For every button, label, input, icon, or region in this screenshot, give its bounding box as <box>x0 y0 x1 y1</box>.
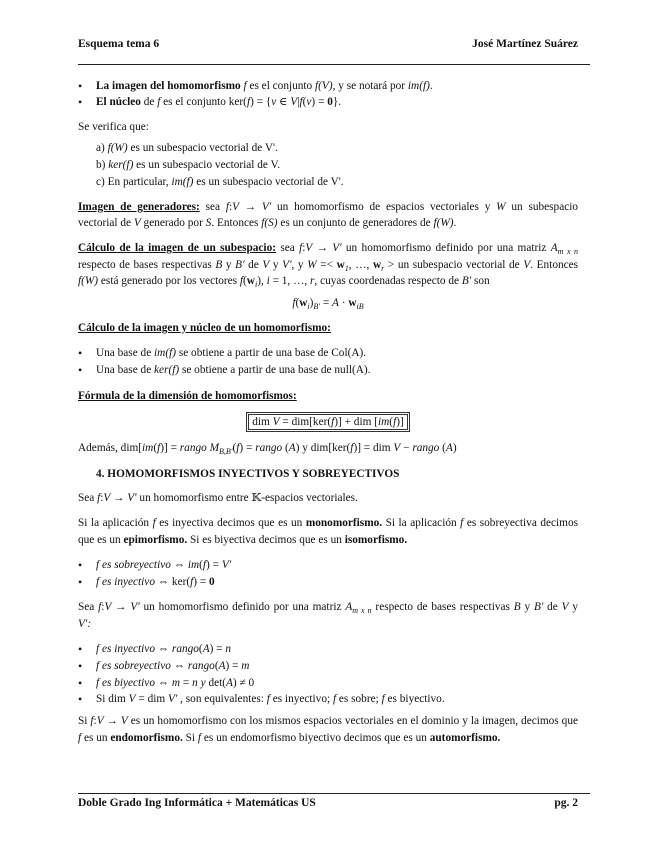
text-run: rango M <box>179 442 220 454</box>
text-run: = <box>320 297 333 309</box>
text-run: f <box>350 442 354 454</box>
text-run: a) <box>96 142 108 154</box>
text-run: V <box>393 442 401 454</box>
text-run: A <box>202 643 210 655</box>
text-run: ), <box>257 275 267 287</box>
paragraph <box>78 273 578 293</box>
text-run: im(f) <box>171 176 194 188</box>
text-run: | <box>297 96 300 108</box>
text-run: El núcleo <box>96 96 144 108</box>
text-run: ) = <box>225 660 242 672</box>
text-run: B' <box>235 259 245 271</box>
list-item <box>96 574 596 590</box>
text-run: un homomorfismo de espacios vectoriales y <box>271 201 497 213</box>
text-run: 0 <box>327 96 333 108</box>
text-run: Una base de <box>96 347 155 359</box>
text-run: sea <box>276 242 300 254</box>
text-run: f es inyectivo <box>96 643 155 655</box>
text-run: dim <box>252 416 273 428</box>
text-run: de <box>143 96 158 108</box>
text-run: = dim <box>135 693 168 705</box>
text-run: f es biyectivo <box>96 677 155 689</box>
text-run: La imagen del homomorfismo <box>96 80 244 92</box>
text-run: de <box>543 601 562 613</box>
text-run: B' <box>533 601 544 613</box>
text-run: ⇔ <box>154 677 172 689</box>
text-run: f es inyectivo <box>96 576 155 588</box>
text-run: y <box>520 601 534 613</box>
paragraph <box>78 616 578 632</box>
list-item <box>96 362 596 378</box>
text-run: V <box>128 693 136 705</box>
text-run: m <box>241 660 250 672</box>
text-run: m x n <box>352 606 372 615</box>
text-run: : <box>100 492 104 504</box>
text-run: f <box>266 693 270 705</box>
text-run: es un conjunto de generadores de <box>277 217 434 229</box>
text-run: A <box>550 242 558 254</box>
list-item <box>96 157 596 173</box>
text-run: f <box>331 416 335 428</box>
text-run: ker(f) <box>108 159 134 171</box>
text-run: → <box>239 201 262 213</box>
text-run: im <box>187 559 200 571</box>
text-run: : <box>228 201 233 213</box>
text-run: es biyectivo. <box>384 693 445 705</box>
text-run: V <box>133 217 141 229</box>
text-run: ⇔ <box>154 643 172 655</box>
paragraph <box>78 532 578 548</box>
text-run: f <box>97 492 101 504</box>
text-run: = dim[ker( <box>279 416 332 428</box>
text-run: ( <box>389 416 394 428</box>
text-run: Si dim <box>96 693 129 705</box>
text-run: w <box>372 259 382 271</box>
text-run: ) y dim[ker( <box>295 442 351 454</box>
text-run: f <box>78 732 82 744</box>
boxed-equation <box>246 412 409 432</box>
text-run: im <box>377 416 390 428</box>
text-run: f <box>157 442 161 454</box>
text-run: es un endomorfismo biyectivo decimos que es un <box>201 732 430 744</box>
text-run: Cálculo de la imagen de un subespacio: <box>78 242 276 254</box>
list-item <box>96 140 596 156</box>
text-run: es sobreyectiva decimos <box>463 517 579 529</box>
text-run: f <box>98 601 102 613</box>
text-run: f es sobreyectivo <box>96 660 171 672</box>
text-run: 4. HOMOMORFISMOS INYECTIVOS Y SOBREYECTIVOS <box>96 468 400 480</box>
text-run: det( <box>205 677 227 689</box>
text-run: ) ≠ 0 <box>232 677 255 689</box>
text-run: V <box>96 715 104 727</box>
text-run: es inyectiva decimos que es un <box>155 517 306 529</box>
text-run: B,B' <box>219 447 233 456</box>
text-run: B' <box>461 275 472 287</box>
text-run: f <box>190 576 194 588</box>
text-run: ) = <box>311 96 328 108</box>
text-run: im <box>142 442 154 454</box>
text-run: rango <box>255 442 283 454</box>
text-run: respecto de bases respectivas <box>371 601 514 613</box>
text-run: ) = { <box>250 96 272 108</box>
text-run: Fórmula de la dimensión de homomorfismos: <box>78 390 297 402</box>
text-run: se obtiene a partir de una base de Col(A). <box>176 347 367 359</box>
text-run: un subespacio <box>505 201 579 213</box>
text-run: 1 <box>344 264 349 273</box>
text-run: Cálculo de la imagen y núcleo de un homomorfismo: <box>78 322 331 334</box>
text-run: es inyectivo; <box>269 693 333 705</box>
text-run: . Entonces <box>211 217 262 229</box>
text-run: Si <box>78 715 91 727</box>
text-run: respecto de bases respectivas <box>78 259 216 271</box>
paragraph <box>78 119 578 135</box>
text-run: es un subespacio vectorial de V'. <box>127 142 278 154</box>
text-run: A <box>218 660 226 672</box>
list-item <box>96 691 596 707</box>
text-run: , …, <box>348 259 373 271</box>
text-run: : <box>302 242 306 254</box>
text-run: . <box>453 217 457 229</box>
text-run: c) En particular, <box>96 176 172 188</box>
text-run: ( <box>282 442 289 454</box>
text-run: ( <box>439 442 446 454</box>
text-run: → <box>103 715 121 727</box>
text-run: ) <box>309 297 314 309</box>
text-run: Imagen de generadores: <box>78 201 200 213</box>
text-run: automorfismo. <box>429 732 501 744</box>
text-run: }. <box>332 96 342 108</box>
text-run: f <box>239 275 244 287</box>
text-run: ( <box>214 660 219 672</box>
text-run: de <box>244 259 263 271</box>
text-run: f(S) <box>261 217 278 229</box>
text-run: f <box>236 442 240 454</box>
text-run: W <box>496 201 506 213</box>
text-run: n <box>225 643 232 655</box>
text-run: : <box>101 601 105 613</box>
text-run: f <box>157 96 161 108</box>
text-run: f <box>197 732 202 744</box>
text-run: V <box>262 259 270 271</box>
text-run: V <box>104 601 112 613</box>
paragraph <box>78 199 578 215</box>
text-run: A <box>288 442 296 454</box>
text-run: → <box>110 492 128 504</box>
text-run: rango <box>187 660 215 672</box>
text-run: V <box>523 259 531 271</box>
text-run: A <box>445 442 453 454</box>
text-run: ⇔ ker( <box>154 576 191 588</box>
text-run: Sea <box>78 492 98 504</box>
text-run: monomorfismo. <box>305 517 383 529</box>
text-run: V <box>272 416 280 428</box>
text-run: Sea <box>78 601 99 613</box>
text-run: Si la aplicación <box>78 517 153 529</box>
paragraph <box>78 515 578 531</box>
text-run: . Entonces <box>530 259 579 271</box>
text-run: un homomorfismo definido por una matriz <box>139 601 346 613</box>
text-run: ( <box>232 442 237 454</box>
text-run: W <box>307 259 317 271</box>
text-run: V <box>561 601 569 613</box>
text-run: : <box>93 715 97 727</box>
text-run: = 1, …, <box>269 275 311 287</box>
text-run: , y <box>291 259 308 271</box>
text-run: V <box>103 492 111 504</box>
text-run: Una base de <box>96 364 155 376</box>
text-run: )] = dim <box>353 442 394 454</box>
text-run: ( <box>302 96 307 108</box>
paragraph <box>78 440 578 460</box>
text-run: y <box>269 259 283 271</box>
text-run: f <box>152 517 156 529</box>
list-item <box>96 557 596 573</box>
text-run: A <box>226 677 233 689</box>
text-run: es un subespacio vectorial de V'. <box>193 176 344 188</box>
text-run: n y <box>192 677 206 689</box>
text-run: rango <box>171 643 199 655</box>
text-run: son <box>471 275 490 287</box>
text-run: f <box>299 242 303 254</box>
text-run: es un subespacio vectorial de V. <box>133 159 281 171</box>
text-run: f(W) <box>433 217 454 229</box>
text-run: =< <box>316 259 337 271</box>
text-run: f <box>332 693 337 705</box>
text-run: )] + dim [ <box>334 416 378 428</box>
text-run: f <box>246 96 251 108</box>
text-run: V' <box>282 259 292 271</box>
list-item <box>96 641 596 657</box>
text-run: V' <box>167 693 178 705</box>
text-run: · <box>338 297 349 309</box>
text-run: ∈ <box>276 96 291 108</box>
text-run: ) = <box>209 643 226 655</box>
text-run: Además, dim[ <box>78 442 143 454</box>
text-run: w <box>336 259 345 271</box>
text-run: V' <box>127 492 137 504</box>
text-run: v <box>271 96 277 108</box>
text-run: f <box>243 80 247 92</box>
text-run: V <box>120 715 128 727</box>
footer-title: Doble Grado Ing Informática + Matemáticas US <box>78 797 316 809</box>
text-run: ( <box>153 442 158 454</box>
text-run: se obtiene a partir de una base de null(A). <box>179 364 371 376</box>
text-run: f <box>202 559 207 571</box>
paragraph <box>78 730 578 746</box>
text-run: − <box>400 442 413 454</box>
text-run: f <box>225 201 229 213</box>
text-run: V <box>305 242 313 254</box>
bullet-image-definition <box>96 78 596 94</box>
text-run: B <box>215 259 223 271</box>
text-run: ⇔ <box>170 559 188 571</box>
text-run: un homomorfismo definido por una matriz <box>341 242 551 254</box>
text-run: ( <box>295 297 300 309</box>
equation <box>78 295 578 315</box>
text-run: f <box>292 297 296 309</box>
text-run: Si la aplicación <box>382 517 461 529</box>
text-run: V <box>290 96 298 108</box>
text-run: f(V) <box>315 80 333 92</box>
section-heading <box>78 388 578 404</box>
text-run: Si <box>182 732 198 744</box>
text-run: endomorfismo. <box>110 732 183 744</box>
text-run: > un subespacio vectorial de <box>384 259 524 271</box>
text-run: sea <box>199 201 226 213</box>
text-run: ⇔ <box>170 660 188 672</box>
text-run: f(W) <box>78 275 99 287</box>
text-run: i <box>266 275 270 287</box>
text-run: ) = <box>239 442 256 454</box>
text-run: w <box>299 297 308 309</box>
text-run: im(f) <box>407 80 430 92</box>
text-run: A <box>345 601 353 613</box>
list-item <box>96 675 596 691</box>
text-run: m x n <box>557 247 579 256</box>
text-run: )] = <box>160 442 180 454</box>
text-run: f <box>381 693 385 705</box>
section-heading <box>96 466 596 482</box>
text-run: . <box>429 80 433 92</box>
header-rule <box>78 64 590 65</box>
text-run: , cuyas coordenadas respecto de <box>314 275 462 287</box>
paragraph <box>78 490 578 506</box>
text-run: generado por <box>140 217 206 229</box>
text-run: un homomorfismo entre 𝕂-espacios vectoriales. <box>136 492 358 504</box>
header-author: José Martínez Suárez <box>472 38 578 50</box>
text-run: f <box>460 517 464 529</box>
text-run: v <box>306 96 312 108</box>
list-item <box>96 345 596 361</box>
text-run: m <box>171 677 181 689</box>
text-run: ( <box>199 559 203 571</box>
text-run: ( <box>243 275 247 287</box>
text-run: V' <box>261 201 272 213</box>
text-run: epimorfismo. <box>123 534 188 546</box>
text-run: ) = <box>206 559 222 571</box>
text-run: w <box>348 297 357 309</box>
text-run: y <box>568 601 579 613</box>
list-item <box>96 658 596 674</box>
text-run: V' <box>221 559 232 571</box>
footer-rule <box>78 793 590 794</box>
text-run: A <box>332 297 339 309</box>
text-run: , y se notará por <box>332 80 408 92</box>
bullet-kernel-definition <box>96 94 596 110</box>
text-run: V': <box>78 618 92 630</box>
text-run: ) <box>452 442 457 454</box>
paragraph <box>78 215 578 231</box>
text-run: rango <box>412 442 440 454</box>
text-run: 0 <box>209 576 215 588</box>
text-run: , son equivalentes: <box>177 693 267 705</box>
text-run: r <box>310 275 315 287</box>
text-run: f(W) <box>107 142 128 154</box>
list-item <box>96 174 596 190</box>
text-run: es sobre; <box>336 693 382 705</box>
text-run: f es sobreyectivo <box>96 559 171 571</box>
text-run: iB <box>356 302 364 311</box>
text-run: es un homomorfismo con los mismos espacios vectoriales en el dominio y la imagen, decimos que <box>127 715 578 727</box>
text-run: ( <box>198 643 203 655</box>
text-run: Se verifica que: <box>78 121 149 133</box>
text-run: w <box>246 275 255 287</box>
text-run: f <box>299 96 303 108</box>
text-run: ker(f) <box>154 364 180 376</box>
text-run: )] <box>396 416 404 428</box>
text-run: i <box>307 302 310 311</box>
text-run: = <box>180 677 193 689</box>
text-run: f <box>90 715 94 727</box>
text-run: isomorfismo. <box>344 534 408 546</box>
page-number: pg. 2 <box>554 797 578 809</box>
text-run: i <box>254 280 258 289</box>
text-run: → <box>111 601 131 613</box>
text-run: y <box>222 259 236 271</box>
text-run: im(f) <box>154 347 176 359</box>
paragraph <box>78 713 578 729</box>
text-run: V <box>232 201 239 213</box>
text-run: V' <box>332 242 342 254</box>
text-run: B <box>513 601 521 613</box>
text-run: Si es biyectiva decimos que es un <box>187 534 345 546</box>
text-run: es un <box>81 732 111 744</box>
text-run: → <box>312 242 333 254</box>
text-run: S <box>205 217 212 229</box>
text-run: es el conjunto ker( <box>160 96 247 108</box>
text-run: B' <box>313 302 321 311</box>
text-run: es el conjunto <box>246 80 316 92</box>
section-heading <box>78 320 578 336</box>
text-run: V' <box>130 601 140 613</box>
text-run: f <box>393 416 397 428</box>
text-run: b) <box>96 159 109 171</box>
text-run: ) = <box>193 576 210 588</box>
header-title: Esquema tema 6 <box>78 38 160 50</box>
text-run: está generado por los vectores <box>98 275 240 287</box>
text-run: vectorial de <box>78 217 134 229</box>
text-run: que es un <box>78 534 124 546</box>
text-run: r <box>381 264 385 273</box>
